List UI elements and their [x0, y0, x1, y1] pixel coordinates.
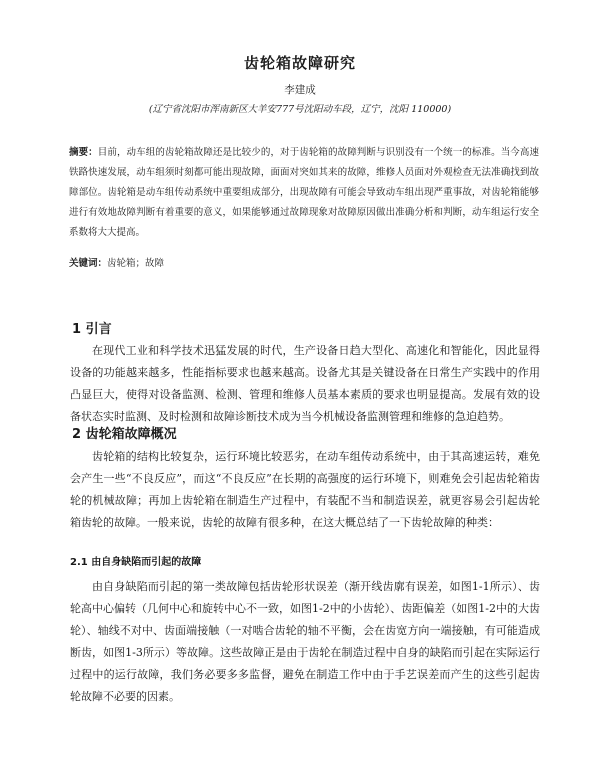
subsection-2-1-paragraph: 由自身缺陷而引起的第一类故障包括齿轮形状误差（渐开线齿廓有误差，如图1-1所示）、齿轮高中心偏转（几何中心和旋转中心不一致，如图1-2中的小齿轮）、齿距偏差（如图1-2中的大齿轮）、轴线不对中、齿面端接触（一对啮合齿轮的轴不平衡，会在齿宽方向一端接触，有可能造成断齿，如图1-3所示）等故障。这些故障正是由于齿轮在制造过程中自身的缺陷而引起在实际运行过程中的运行故障，我们务必要多多监督，避免在制造工作中由于手艺误差而产生的这些引起齿轮故障不必要的因素。	[70, 580, 540, 703]
abstract-label: 摘要：	[69, 147, 98, 158]
author-affiliation: (辽宁省沈阳市浑南新区大羊安777号沈阳动车段，辽宁，沈阳 110000)	[148, 104, 452, 115]
abstract	[69, 143, 539, 243]
author-name: 李建成	[284, 84, 316, 96]
section-2-heading: 2 齿轮箱故障概况	[72, 427, 177, 442]
keywords-text: 齿轮箱；故障	[107, 258, 165, 269]
paper-title: 齿轮箱故障研究	[243, 54, 356, 72]
abstract-text: 目前，动车组的齿轮箱故障还是比较少的，对于齿轮箱的故障判断与识别没有一个统一的标准。当今高速铁路快速发展，动车组须时刻都可能出现故障，面面对突如其来的故障，维修人员面对外观检查无法准确找到故障部位。齿轮箱是动车组传动系统中重要组成部分，出现故障有可能会导致动车组出现严重事故，对齿轮箱能够进行有效地故障判断有着重要的意义，如果能够通过故障现象对故障原因做出准确分析和判断，动车组运行安全系数将大大提高。	[69, 147, 539, 238]
keywords-label: 关键词：	[69, 258, 108, 269]
section-1-heading: 1 引言	[72, 322, 112, 337]
section-1-paragraph: 在现代工业和科学技术迅猛发展的时代，生产设备日趋大型化、高速化和智能化，因此显得设备的功能越来越多，性能指标要求也越来越高。设备尤其是关键设备在日常生产实践中的作用凸显巨大，使得对设备监测、检测、管理和维修人员基本素质的要求也明显提高。发展有效的设备状态实时监测、及时检测和故障诊断技术成为当今机械设备监测管理和维修的急迫趋势。	[70, 344, 540, 423]
keywords	[69, 255, 539, 273]
subsection-2-1-heading: 2.1 由自身缺陷而引起的故障	[70, 557, 202, 568]
section-2-paragraph: 齿轮箱的结构比较复杂，运行环境比较恶劣，在动车组传动系统中，由于其高速运转，难免会产生一些“不良反应”，而这“不良反应”在长期的高强度的运行环境下，则难免会引起齿轮箱齿轮的机械故障；再加上齿轮箱在制造生产过程中，有装配不当和制造误差，就更容易会引起齿轮箱齿轮的故障。一般来说，齿轮的故障有很多种，在这大概总结了一下齿轮故障的种类：	[70, 450, 540, 529]
